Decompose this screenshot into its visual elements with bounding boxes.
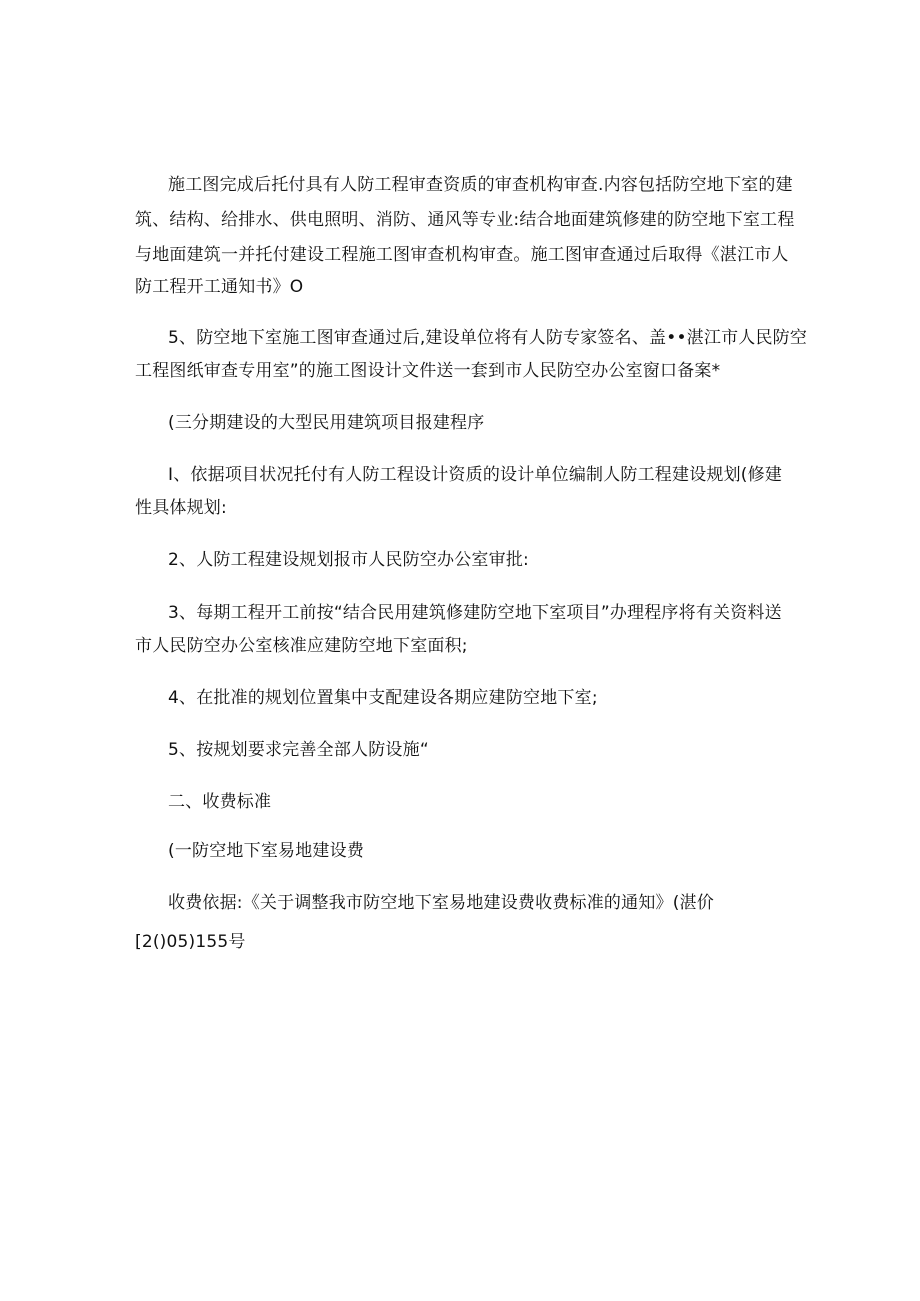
- paragraph-5-line-1: 2、人防工程建设规划报市人民防空办公室审批:: [168, 550, 529, 570]
- paragraph-11-line-1: 收费依据:《关于调整我市防空地下室易地建设费收费标准的通知》(湛价: [168, 893, 714, 913]
- paragraph-2-line-1: 5、防空地下室施工图审查通过后,建设单位将有人防专家签名、盖••湛江市人民防空: [168, 328, 808, 348]
- paragraph-7-line-1: 4、在批准的规划位置集中支配建设各期应建防空地下室;: [168, 688, 598, 708]
- paragraph-6-line-1: 3、每期工程开工前按“结合民用建筑修建防空地下室项目”办理程序将有关资料送: [168, 603, 782, 623]
- paragraph-1-line-1: 施工图完成后托付具有人防工程审查资质的审查机构审查.内容包括防空地下室的建: [168, 175, 793, 195]
- paragraph-1-line-3: 与地面建筑一并托付建设工程施工图审查机构审查。施工图审查通过后取得《湛江市人: [135, 245, 789, 265]
- paragraph-6-line-2: 市人民防空办公室核准应建防空地下室面积;: [135, 636, 468, 656]
- section-heading-phased-construction: (三分期建设的大型民用建筑项目报建程序: [168, 413, 485, 433]
- paragraph-4-line-2: 性具体规划:: [135, 498, 227, 518]
- paragraph-4-line-1: I、依据项目状况托付有人防工程设计资质的设计单位编制人防工程建设规划(修建: [168, 465, 783, 485]
- paragraph-1-line-2: 筑、结构、给排水、供电照明、消防、通风等专业:结合地面建筑修建的防空地下室工程: [135, 210, 795, 230]
- paragraph-11-line-2: [2()05)155号: [135, 932, 246, 952]
- paragraph-8-line-1: 5、按规划要求完善全部人防设施“: [168, 740, 429, 760]
- section-heading-fee-standard: 二、收费标准: [168, 792, 272, 812]
- paragraph-1-line-4: 防工程开工通知书》O: [135, 277, 304, 297]
- paragraph-2-line-2: 工程图纸审查专用室”的施工图设计文件送一套到市人民防空办公室窗口备案*: [135, 361, 721, 381]
- subsection-heading-relocation-fee: (一防空地下室易地建设费: [168, 841, 365, 861]
